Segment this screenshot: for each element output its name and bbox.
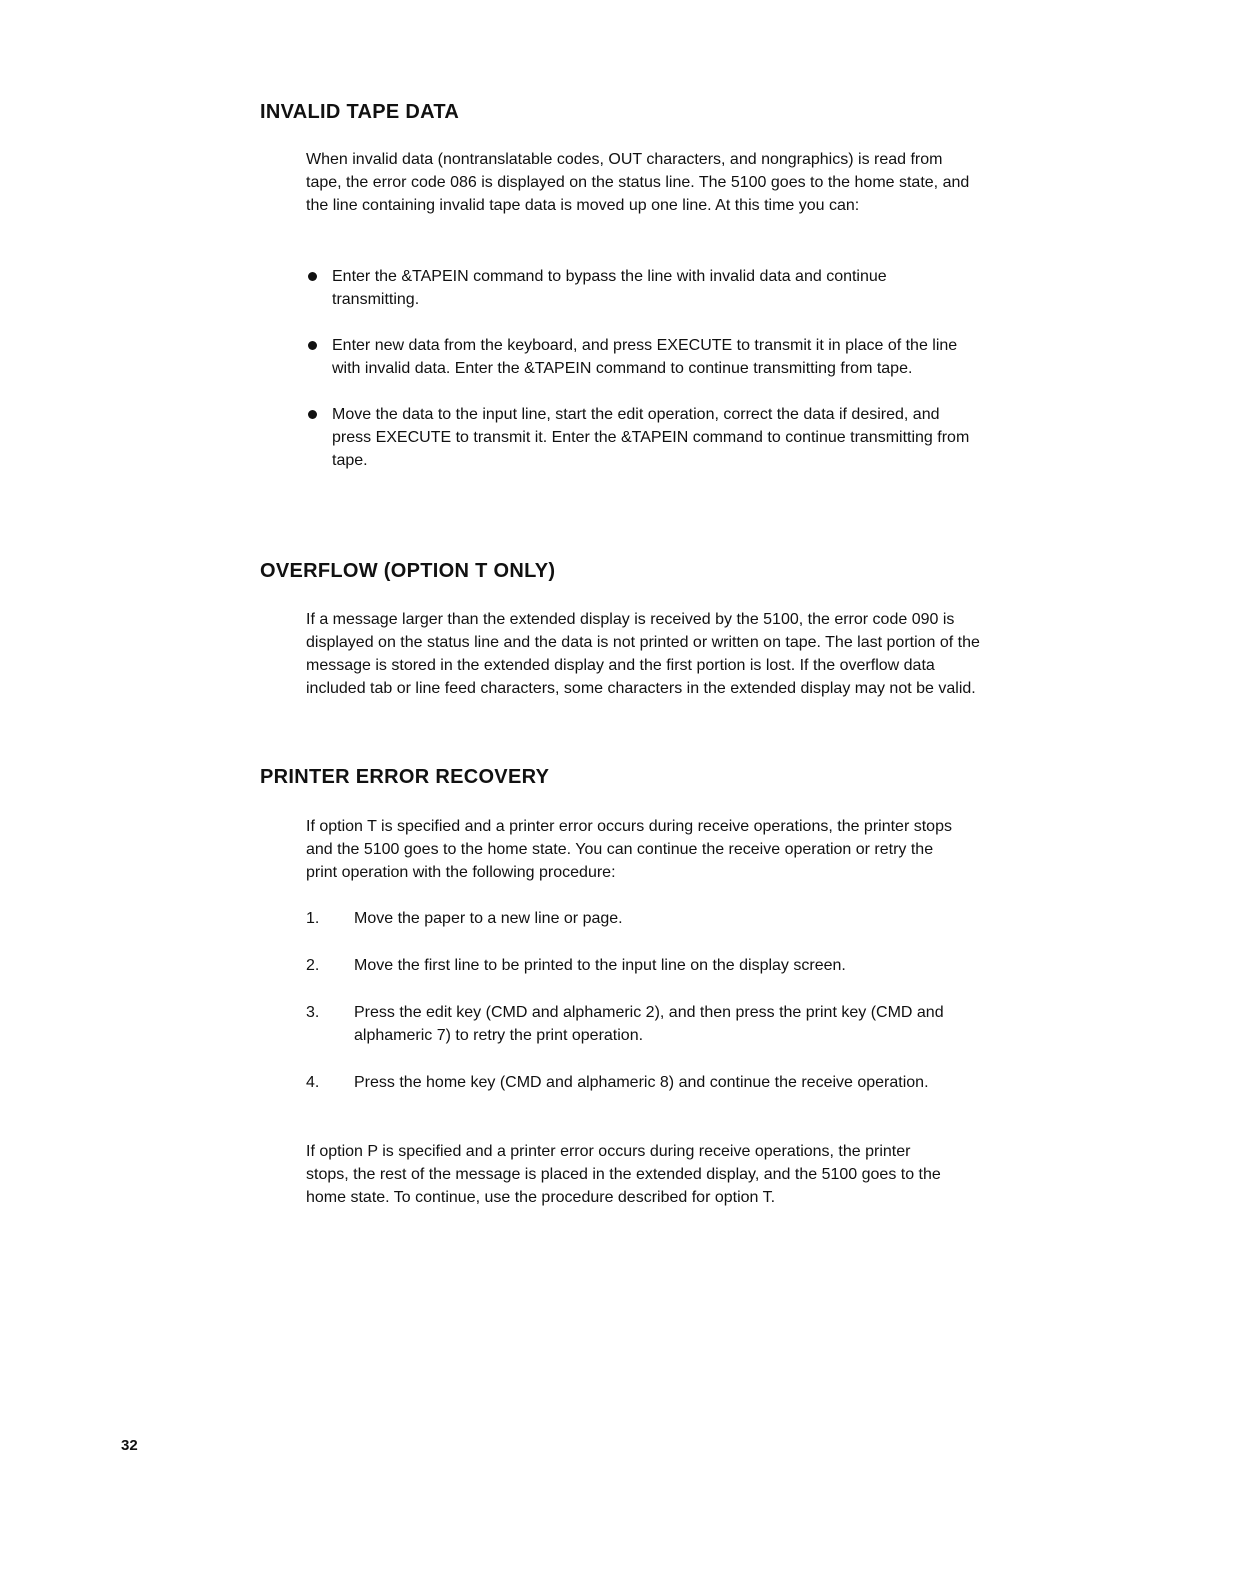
list-item (306, 265, 976, 311)
step-number: 1. (306, 910, 320, 927)
section-heading-printer-error-recovery: PRINTER ERROR RECOVERY (260, 766, 550, 788)
step-text: Press the home key (CMD and alphameric 8) and continue the receive operation. (354, 1074, 929, 1091)
list-item (306, 1001, 946, 1047)
step-text: Move the first line to be printed to the input line on the display screen. (354, 957, 846, 974)
step-number: 2. (306, 957, 320, 974)
step-number: 3. (306, 1004, 320, 1021)
step-number: 4. (306, 1074, 320, 1091)
list-item-text: Enter the &TAPEIN command to bypass the line with invalid data and continue transmitting. (332, 268, 887, 308)
section-heading-overflow: OVERFLOW (OPTION T ONLY) (260, 560, 556, 582)
step-text: Press the edit key (CMD and alphameric 2), and then press the print key (CMD and alphameric 7) to retry the print operation. (354, 1004, 944, 1044)
printer-error-closing-paragraph: If option P is specified and a printer error occurs during receive operations, the printer stops, the rest of the message is placed in the extended display, and the 5100 goes to the home state. To continue, use the procedure described for option T. (306, 1143, 941, 1206)
bullet-icon (308, 272, 317, 281)
printer-error-intro-paragraph: If option T is specified and a printer error occurs during receive operations, the printer stops and the 5100 goes to the home state. You can continue the receive operation or retry the print operation with the following procedure: (306, 818, 952, 881)
list-item (306, 907, 946, 930)
list-item (306, 334, 976, 380)
overflow-paragraph: If a message larger than the extended display is received by the 5100, the error code 090 is displayed on the status line and the data is not printed or written on tape. The last portion of the message is stored in the extended display and the first portion is lost. If the overflow data included tab or line feed characters, some characters in the extended display may not be valid. (306, 611, 980, 697)
list-item (306, 403, 976, 472)
invalid-tape-options-list (306, 265, 976, 472)
list-item (306, 954, 946, 977)
list-item-text: Enter new data from the keyboard, and press EXECUTE to transmit it in place of the line with invalid data. Enter the &TAPEIN command to continue transmitting from tape. (332, 337, 958, 377)
bullet-icon (308, 410, 317, 419)
printer-recovery-steps-list (306, 907, 946, 1094)
page-number: 32 (121, 1437, 138, 1454)
list-item-text: Move the data to the input line, start the edit operation, correct the data if desired, and press EXECUTE to transmit it. Enter the &TAPEIN command to continue transmitting from tape. (332, 406, 970, 469)
list-item (306, 1071, 946, 1094)
step-text: Move the paper to a new line or page. (354, 910, 623, 927)
bullet-icon (308, 341, 317, 350)
invalid-tape-intro-paragraph: When invalid data (nontranslatable codes, OUT characters, and nongraphics) is read from tape, the error code 086 is displayed on the status line. The 5100 goes to the home state, and the line containing invalid tape data is moved up one line. At this time you can: (306, 151, 970, 214)
section-heading-invalid-tape-data: INVALID TAPE DATA (260, 101, 460, 123)
